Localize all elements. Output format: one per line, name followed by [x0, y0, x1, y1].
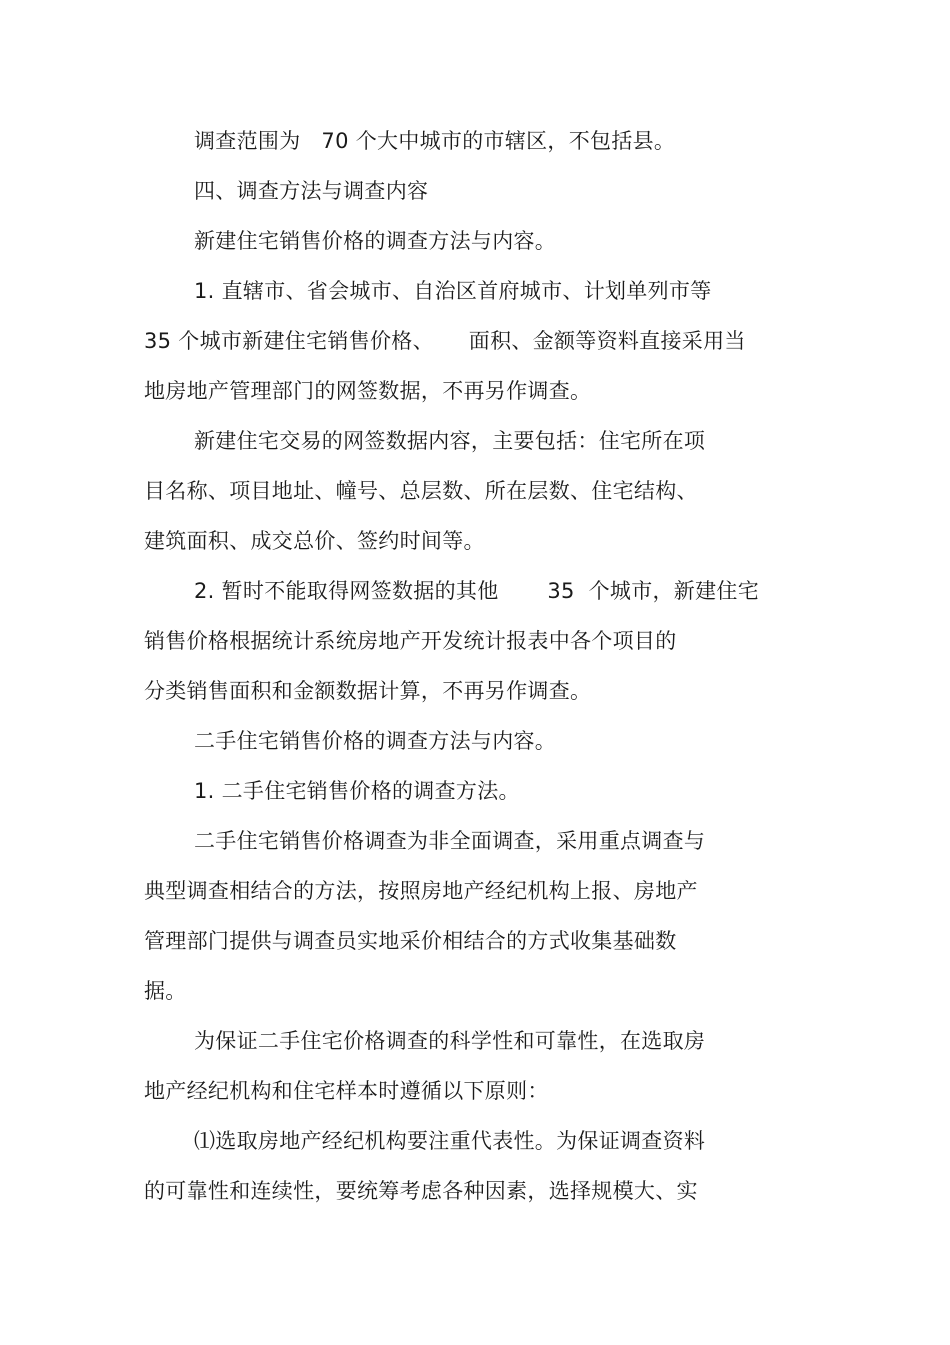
text-line: ⑴选取房地产经纪机构要注重代表性。为保证调查资料: [194, 1129, 706, 1153]
text-line: 1. 直辖市、省会城市、自治区首府城市、计划单列市等: [194, 279, 712, 303]
text-line: 地产经纪机构和住宅样本时遵循以下原则：: [144, 1079, 549, 1103]
text-line: 销售价格根据统计系统房地产开发统计报表中各个项目的: [144, 629, 677, 653]
text-line: 据。: [144, 979, 187, 1003]
subsection-heading: 二手住宅销售价格的调查方法与内容。: [194, 729, 557, 753]
text-line: 目名称、项目地址、幢号、总层数、所在层数、住宅结构、: [144, 479, 698, 503]
text-line: 建筑面积、成交总价、签约时间等。: [144, 529, 485, 553]
text-line: 调查范围为 70 个大中城市的市辖区，不包括县。: [194, 129, 676, 153]
section-heading: 四、调查方法与调查内容: [194, 179, 429, 203]
text-line: 典型调查相结合的方法，按照房地产经纪机构上报、房地产: [144, 879, 698, 903]
text-line: 为保证二手住宅价格调查的科学性和可靠性，在选取房: [194, 1029, 706, 1053]
text-line: 2. 暂时不能取得网签数据的其他 35 个城市，新建住宅: [194, 579, 760, 603]
text-line: 分类销售面积和金额数据计算，不再另作调查。: [144, 679, 592, 703]
text-line: 地房地产管理部门的网签数据，不再另作调查。: [144, 379, 592, 403]
text-line: 1. 二手住宅销售价格的调查方法。: [194, 779, 520, 803]
subsection-heading: 新建住宅销售价格的调查方法与内容。: [194, 229, 557, 253]
text-line: 二手住宅销售价格调查为非全面调查，采用重点调查与: [194, 829, 706, 853]
text-line: 35 个城市新建住宅销售价格、 面积、金额等资料直接采用当: [144, 329, 746, 353]
text-line: 的可靠性和连续性，要统筹考虑各种因素，选择规模大、实: [144, 1179, 698, 1203]
text-line: 管理部门提供与调查员实地采价相结合的方式收集基础数: [144, 929, 677, 953]
text-line: 新建住宅交易的网签数据内容，主要包括：住宅所在项: [194, 429, 706, 453]
